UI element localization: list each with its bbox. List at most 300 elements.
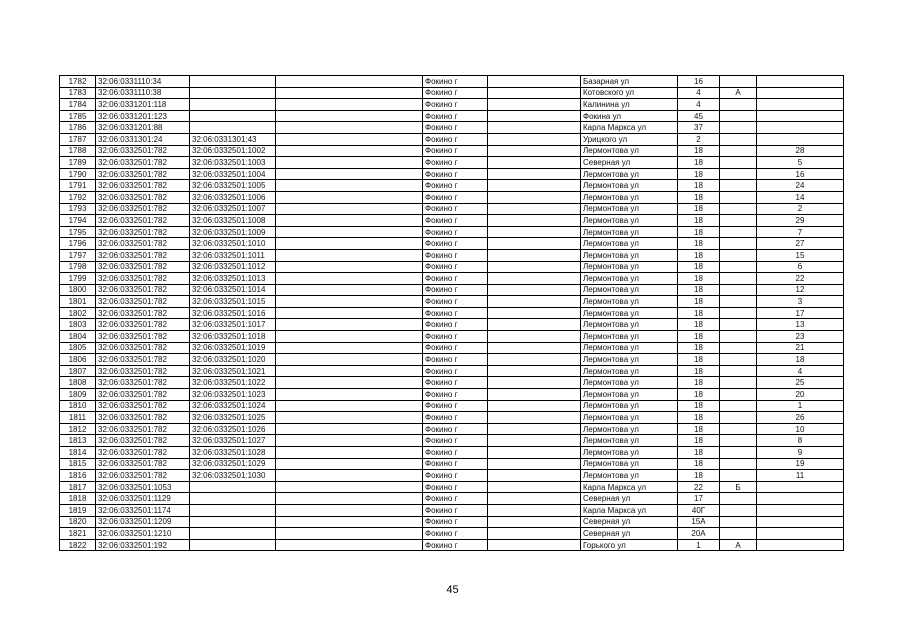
cadastral-number: 32:06:0332501:782: [96, 307, 190, 319]
row-number: 1805: [60, 342, 96, 354]
city-cell: Фокино г: [423, 470, 488, 482]
cadastral-number: 32:06:0332501:782: [96, 226, 190, 238]
blank-cell: [488, 296, 581, 308]
cadastral-number-2: [190, 110, 276, 122]
table-row: [60, 377, 844, 389]
cadastral-number-2: 32:06:0332501:1022: [190, 377, 276, 389]
blank-cell: [276, 493, 423, 505]
cadastral-number: 32:06:0332501:782: [96, 296, 190, 308]
cadastral-number: 32:06:0332501:782: [96, 284, 190, 296]
blank-cell: [276, 435, 423, 447]
house-number: 18: [678, 307, 720, 319]
house-number: 18: [678, 296, 720, 308]
blank-cell: [276, 389, 423, 401]
row-number: 1785: [60, 110, 96, 122]
cadastral-number-2: [190, 528, 276, 540]
house-number: 1: [678, 539, 720, 551]
row-number: 1806: [60, 354, 96, 366]
cadastral-number-2: 32:06:0332501:1018: [190, 331, 276, 343]
house-number: 17: [678, 493, 720, 505]
blank-cell: [488, 99, 581, 111]
row-number: 1802: [60, 307, 96, 319]
apartment-number: [757, 493, 844, 505]
street-cell: Лермонтова ул: [581, 470, 678, 482]
city-cell: Фокино г: [423, 389, 488, 401]
cadastral-number-2: [190, 99, 276, 111]
street-cell: Горького ул: [581, 539, 678, 551]
table-row: [60, 249, 844, 261]
blank-cell: [276, 342, 423, 354]
house-number: 18: [678, 145, 720, 157]
blank-cell: [488, 157, 581, 169]
apartment-number: 7: [757, 226, 844, 238]
street-cell: Лермонтова ул: [581, 284, 678, 296]
row-number: 1818: [60, 493, 96, 505]
street-cell: Лермонтова ул: [581, 296, 678, 308]
house-number: 18: [678, 261, 720, 273]
city-cell: Фокино г: [423, 539, 488, 551]
city-cell: Фокино г: [423, 423, 488, 435]
table-row: [60, 331, 844, 343]
cadastral-number: 32:06:0332501:782: [96, 261, 190, 273]
row-number: 1797: [60, 249, 96, 261]
row-number: 1783: [60, 87, 96, 99]
house-letter: [720, 528, 757, 540]
blank-cell: [276, 423, 423, 435]
row-number: 1791: [60, 180, 96, 192]
house-number: 18: [678, 226, 720, 238]
apartment-number: 2: [757, 203, 844, 215]
blank-cell: [488, 87, 581, 99]
blank-cell: [276, 249, 423, 261]
cadastral-number-2: 32:06:0332501:1015: [190, 296, 276, 308]
cadastral-number: 32:06:0332501:782: [96, 377, 190, 389]
street-cell: Лермонтова ул: [581, 400, 678, 412]
cadastral-number: 32:06:0331201:88: [96, 122, 190, 134]
house-number: 18: [678, 423, 720, 435]
table-row: [60, 180, 844, 192]
row-number: 1822: [60, 539, 96, 551]
blank-cell: [276, 180, 423, 192]
blank-cell: [488, 122, 581, 134]
apartment-number: 16: [757, 168, 844, 180]
street-cell: Лермонтова ул: [581, 458, 678, 470]
blank-cell: [276, 516, 423, 528]
table-row: [60, 400, 844, 412]
street-cell: Лермонтова ул: [581, 145, 678, 157]
table-row: [60, 168, 844, 180]
apartment-number: 29: [757, 215, 844, 227]
cadastral-number-2: 32:06:0332501:1029: [190, 458, 276, 470]
table-row: [60, 470, 844, 482]
apartment-number: 14: [757, 191, 844, 203]
table-row: [60, 528, 844, 540]
city-cell: Фокино г: [423, 122, 488, 134]
house-number: 18: [678, 215, 720, 227]
blank-cell: [276, 458, 423, 470]
cadastral-number: 32:06:0332501:782: [96, 331, 190, 343]
blank-cell: [276, 412, 423, 424]
cadastral-number: 32:06:0332501:1210: [96, 528, 190, 540]
blank-cell: [488, 435, 581, 447]
address-register-table: [59, 75, 844, 551]
apartment-number: 19: [757, 458, 844, 470]
table-row: [60, 226, 844, 238]
street-cell: Базарная ул: [581, 76, 678, 88]
city-cell: Фокино г: [423, 412, 488, 424]
blank-cell: [488, 191, 581, 203]
cadastral-number: 32:06:0332501:1209: [96, 516, 190, 528]
blank-cell: [488, 110, 581, 122]
house-letter: [720, 447, 757, 459]
street-cell: Карла Маркса ул: [581, 122, 678, 134]
cadastral-number-2: 32:06:0332501:1006: [190, 191, 276, 203]
city-cell: Фокино г: [423, 145, 488, 157]
blank-cell: [276, 145, 423, 157]
table-row: [60, 516, 844, 528]
table-row: [60, 133, 844, 145]
row-number: 1816: [60, 470, 96, 482]
cadastral-number-2: 32:06:0332501:1002: [190, 145, 276, 157]
apartment-number: [757, 504, 844, 516]
house-number: 18: [678, 400, 720, 412]
blank-cell: [276, 504, 423, 516]
cadastral-number-2: 32:06:0332501:1020: [190, 354, 276, 366]
cadastral-number-2: 32:06:0332501:1010: [190, 238, 276, 250]
blank-cell: [488, 145, 581, 157]
blank-cell: [488, 528, 581, 540]
apartment-number: 9: [757, 447, 844, 459]
street-cell: Лермонтова ул: [581, 203, 678, 215]
table-row: [60, 157, 844, 169]
cadastral-number-2: 32:06:0332501:1005: [190, 180, 276, 192]
house-letter: [720, 191, 757, 203]
cadastral-number-2: [190, 481, 276, 493]
house-letter: [720, 470, 757, 482]
blank-cell: [488, 180, 581, 192]
blank-cell: [488, 215, 581, 227]
blank-cell: [488, 539, 581, 551]
apartment-number: [757, 481, 844, 493]
blank-cell: [276, 539, 423, 551]
cadastral-number-2: [190, 516, 276, 528]
cadastral-number: 32:06:0332501:782: [96, 180, 190, 192]
blank-cell: [276, 122, 423, 134]
blank-cell: [276, 354, 423, 366]
street-cell: Лермонтова ул: [581, 447, 678, 459]
street-cell: Лермонтова ул: [581, 180, 678, 192]
table-row: [60, 87, 844, 99]
street-cell: Лермонтова ул: [581, 435, 678, 447]
page-number: 45: [446, 584, 459, 596]
blank-cell: [276, 307, 423, 319]
blank-cell: [488, 354, 581, 366]
house-number: 22: [678, 481, 720, 493]
cadastral-number-2: 32:06:0332501:1009: [190, 226, 276, 238]
apartment-number: [757, 76, 844, 88]
cadastral-number: 32:06:0332501:782: [96, 423, 190, 435]
house-letter: [720, 331, 757, 343]
cadastral-number: 32:06:0332501:1129: [96, 493, 190, 505]
table-row: [60, 342, 844, 354]
cadastral-number-2: [190, 76, 276, 88]
apartment-number: 5: [757, 157, 844, 169]
cadastral-number: 32:06:0332501:782: [96, 389, 190, 401]
blank-cell: [488, 273, 581, 285]
house-number: 18: [678, 365, 720, 377]
apartment-number: [757, 110, 844, 122]
city-cell: Фокино г: [423, 377, 488, 389]
house-letter: [720, 157, 757, 169]
house-letter: Б: [720, 481, 757, 493]
blank-cell: [276, 87, 423, 99]
house-number: 16: [678, 76, 720, 88]
house-letter: [720, 319, 757, 331]
table-row: [60, 354, 844, 366]
city-cell: Фокино г: [423, 365, 488, 377]
cadastral-number-2: 32:06:0332501:1014: [190, 284, 276, 296]
row-number: 1795: [60, 226, 96, 238]
table-row: [60, 191, 844, 203]
house-letter: [720, 412, 757, 424]
apartment-number: 23: [757, 331, 844, 343]
cadastral-number-2: 32:06:0332501:1017: [190, 319, 276, 331]
cadastral-number: 32:06:0332501:1174: [96, 504, 190, 516]
street-cell: Лермонтова ул: [581, 168, 678, 180]
house-number: 18: [678, 412, 720, 424]
street-cell: Северная ул: [581, 516, 678, 528]
house-number: 18: [678, 180, 720, 192]
cadastral-number-2: [190, 539, 276, 551]
cadastral-number: 32:06:0332501:782: [96, 249, 190, 261]
cadastral-number: 32:06:0332501:782: [96, 157, 190, 169]
cadastral-number: 32:06:0331201:123: [96, 110, 190, 122]
city-cell: Фокино г: [423, 331, 488, 343]
city-cell: Фокино г: [423, 504, 488, 516]
blank-cell: [488, 400, 581, 412]
blank-cell: [488, 168, 581, 180]
cadastral-number-2: 32:06:0332501:1008: [190, 215, 276, 227]
city-cell: Фокино г: [423, 493, 488, 505]
table-row: [60, 319, 844, 331]
apartment-number: 25: [757, 377, 844, 389]
blank-cell: [488, 319, 581, 331]
cadastral-number: 32:06:0332501:1053: [96, 481, 190, 493]
blank-cell: [276, 365, 423, 377]
apartment-number: [757, 122, 844, 134]
row-number: 1784: [60, 99, 96, 111]
blank-cell: [488, 493, 581, 505]
house-number: 18: [678, 319, 720, 331]
blank-cell: [488, 389, 581, 401]
apartment-number: 1: [757, 400, 844, 412]
cadastral-number-2: 32:06:0332501:1021: [190, 365, 276, 377]
row-number: 1801: [60, 296, 96, 308]
row-number: 1799: [60, 273, 96, 285]
city-cell: Фокино г: [423, 273, 488, 285]
apartment-number: 26: [757, 412, 844, 424]
apartment-number: [757, 539, 844, 551]
row-number: 1821: [60, 528, 96, 540]
city-cell: Фокино г: [423, 238, 488, 250]
house-letter: [720, 99, 757, 111]
cadastral-number: 32:06:0332501:782: [96, 412, 190, 424]
cadastral-number: 32:06:0332501:782: [96, 145, 190, 157]
blank-cell: [488, 226, 581, 238]
street-cell: Лермонтова ул: [581, 226, 678, 238]
table-row: [60, 261, 844, 273]
blank-cell: [488, 342, 581, 354]
cadastral-number-2: 32:06:0332501:1019: [190, 342, 276, 354]
cadastral-number: 32:06:0332501:782: [96, 365, 190, 377]
city-cell: Фокино г: [423, 481, 488, 493]
table-row: [60, 389, 844, 401]
cadastral-number: 32:06:0332501:192: [96, 539, 190, 551]
apartment-number: 28: [757, 145, 844, 157]
blank-cell: [276, 110, 423, 122]
street-cell: Лермонтова ул: [581, 191, 678, 203]
house-number: 18: [678, 191, 720, 203]
house-letter: [720, 273, 757, 285]
street-cell: Лермонтова ул: [581, 215, 678, 227]
table-row: [60, 296, 844, 308]
apartment-number: 24: [757, 180, 844, 192]
house-number: 2: [678, 133, 720, 145]
table-row: [60, 458, 844, 470]
row-number: 1792: [60, 191, 96, 203]
apartment-number: 22: [757, 273, 844, 285]
blank-cell: [276, 261, 423, 273]
table-row: [60, 110, 844, 122]
house-number: 18: [678, 354, 720, 366]
row-number: 1794: [60, 215, 96, 227]
house-letter: [720, 122, 757, 134]
house-letter: [720, 145, 757, 157]
row-number: 1803: [60, 319, 96, 331]
blank-cell: [276, 400, 423, 412]
city-cell: Фокино г: [423, 261, 488, 273]
street-cell: Урицкого ул: [581, 133, 678, 145]
blank-cell: [488, 377, 581, 389]
house-letter: [720, 110, 757, 122]
street-cell: Лермонтова ул: [581, 307, 678, 319]
table-row: [60, 539, 844, 551]
row-number: 1819: [60, 504, 96, 516]
row-number: 1790: [60, 168, 96, 180]
table-row: [60, 493, 844, 505]
row-number: 1810: [60, 400, 96, 412]
street-cell: Котовского ул: [581, 87, 678, 99]
house-number: 18: [678, 435, 720, 447]
blank-cell: [276, 191, 423, 203]
street-cell: Северная ул: [581, 528, 678, 540]
city-cell: Фокино г: [423, 191, 488, 203]
cadastral-number: 32:06:0332501:782: [96, 354, 190, 366]
blank-cell: [488, 307, 581, 319]
cadastral-number: 32:06:0332501:782: [96, 203, 190, 215]
city-cell: Фокино г: [423, 76, 488, 88]
house-number: 4: [678, 99, 720, 111]
cadastral-number-2: [190, 493, 276, 505]
cadastral-number: 32:06:0331110:34: [96, 76, 190, 88]
table-row: [60, 122, 844, 134]
house-number: 18: [678, 342, 720, 354]
street-cell: Карла Маркса ул: [581, 504, 678, 516]
cadastral-number: 32:06:0332501:782: [96, 191, 190, 203]
city-cell: Фокино г: [423, 133, 488, 145]
street-cell: Карла Маркса ул: [581, 481, 678, 493]
cadastral-number-2: [190, 122, 276, 134]
blank-cell: [488, 331, 581, 343]
blank-cell: [488, 238, 581, 250]
row-number: 1811: [60, 412, 96, 424]
blank-cell: [276, 319, 423, 331]
row-number: 1817: [60, 481, 96, 493]
house-letter: [720, 504, 757, 516]
city-cell: Фокино г: [423, 284, 488, 296]
city-cell: Фокино г: [423, 342, 488, 354]
house-letter: [720, 354, 757, 366]
house-letter: [720, 435, 757, 447]
apartment-number: 6: [757, 261, 844, 273]
cadastral-number: 32:06:0332501:782: [96, 168, 190, 180]
blank-cell: [276, 331, 423, 343]
street-cell: Лермонтова ул: [581, 423, 678, 435]
house-letter: [720, 226, 757, 238]
row-number: 1793: [60, 203, 96, 215]
row-number: 1788: [60, 145, 96, 157]
city-cell: Фокино г: [423, 110, 488, 122]
house-number: 18: [678, 157, 720, 169]
apartment-number: 17: [757, 307, 844, 319]
blank-cell: [488, 516, 581, 528]
house-number: 18: [678, 331, 720, 343]
street-cell: Лермонтова ул: [581, 319, 678, 331]
cadastral-number-2: 32:06:0332501:1007: [190, 203, 276, 215]
street-cell: Северная ул: [581, 157, 678, 169]
house-number: 18: [678, 238, 720, 250]
apartment-number: 11: [757, 470, 844, 482]
blank-cell: [276, 238, 423, 250]
city-cell: Фокино г: [423, 296, 488, 308]
blank-cell: [276, 377, 423, 389]
house-number: 18: [678, 470, 720, 482]
apartment-number: 4: [757, 365, 844, 377]
cadastral-number: 32:06:0331110:38: [96, 87, 190, 99]
cadastral-number-2: 32:06:0332501:1026: [190, 423, 276, 435]
blank-cell: [276, 284, 423, 296]
house-letter: [720, 249, 757, 261]
blank-cell: [276, 447, 423, 459]
cadastral-number-2: 32:06:0332501:1011: [190, 249, 276, 261]
blank-cell: [276, 133, 423, 145]
cadastral-number-2: 32:06:0332501:1003: [190, 157, 276, 169]
cadastral-number-2: 32:06:0332501:1027: [190, 435, 276, 447]
cadastral-number-2: 32:06:0332501:1013: [190, 273, 276, 285]
cadastral-number-2: 32:06:0332501:1016: [190, 307, 276, 319]
city-cell: Фокино г: [423, 447, 488, 459]
street-cell: Лермонтова ул: [581, 273, 678, 285]
table-row: [60, 273, 844, 285]
blank-cell: [488, 423, 581, 435]
row-number: 1787: [60, 133, 96, 145]
street-cell: Лермонтова ул: [581, 354, 678, 366]
city-cell: Фокино г: [423, 99, 488, 111]
blank-cell: [488, 481, 581, 493]
house-number: 15А: [678, 516, 720, 528]
city-cell: Фокино г: [423, 319, 488, 331]
table-row: [60, 447, 844, 459]
